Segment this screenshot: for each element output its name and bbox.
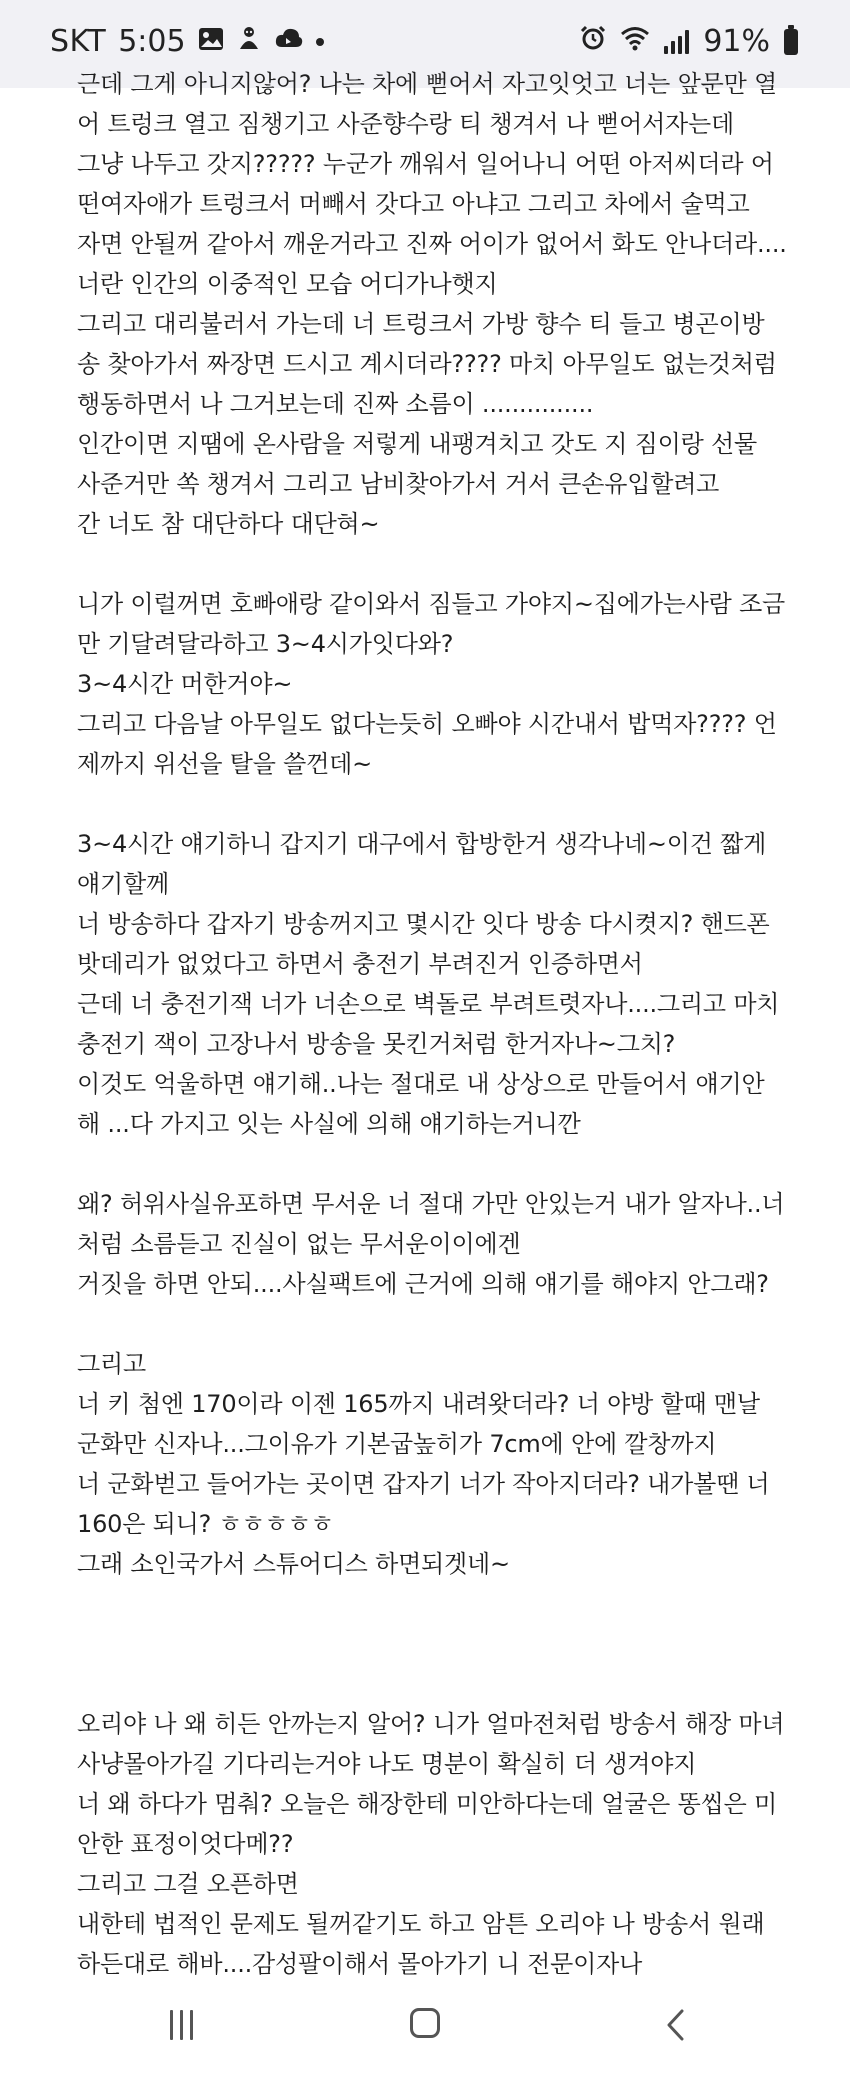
carrier-label: SKT xyxy=(50,24,107,59)
clock-label: 5:05 xyxy=(118,24,186,59)
post-text-line: 너 왜 하다가 멈춰? 오늘은 해장한테 미안하다는데 얼굴은 똥씹은 미 xyxy=(77,1790,777,1818)
post-text-line: 하든대로 해바....감성팔이해서 몰아가기 니 전문이자나 xyxy=(77,1950,643,1978)
post-text-line: 근데 너 충전기잭 너가 너손으로 벽돌로 부려트렷자나....그리고 마치 xyxy=(77,990,780,1018)
blank-line xyxy=(77,1144,797,1184)
post-text-line: 그리고 그걸 오픈하면 xyxy=(77,1870,299,1898)
post-text-line: 만 기달려달라하고 3~4시가잇다와? xyxy=(77,630,454,658)
post-text-line: 너 군화벋고 들어가는 곳이면 갑자기 너가 작아지더라? 내가볼땐 너 xyxy=(77,1470,770,1498)
signal-icon xyxy=(664,30,689,54)
post-text-line: 송 찾아가서 짜장면 드시고 계시더라???? 마치 아무일도 없는것처럼 xyxy=(77,350,777,378)
blank-line xyxy=(77,1584,797,1624)
post-text-line: 처럼 소름듣고 진실이 없는 무서운이이에겐 xyxy=(77,1230,521,1258)
post-text-line: 군화만 신자나...그이유가 기본굽높히가 7cm에 안에 깔창까지 xyxy=(77,1430,717,1458)
image-icon xyxy=(198,24,224,59)
post-text-line: 왜? 허위사실유포하면 무서운 너 절대 가만 안있는거 내가 알자나..너 xyxy=(77,1190,785,1218)
post-text-line: 사준거만 쏙 챙겨서 그리고 남비찾아가서 거서 큰손유입할려고 xyxy=(77,470,720,498)
navigation-bar xyxy=(0,1980,850,2078)
post-text-line: 얘기할께 xyxy=(77,870,169,898)
post-text-line: 3~4시간 얘기하니 갑지기 대구에서 합방한거 생각나네~이건 짧게 xyxy=(77,830,767,858)
post-body xyxy=(77,64,797,1984)
post-text-line: 너란 인간의 이중적인 모습 어디가나햇지 xyxy=(77,270,498,298)
blank-line xyxy=(77,544,797,584)
post-text-line: 자면 안될꺼 같아서 깨운거라고 진짜 어이가 없어서 화도 안나더라.... xyxy=(77,230,787,258)
cloud-icon xyxy=(274,24,304,59)
post-text-line: 니가 이럴꺼면 호빠애랑 같이와서 짐들고 가야지~집에가는사람 조금 xyxy=(77,590,786,618)
post-text-line: 내한테 법적인 문제도 될꺼같기도 하고 암튼 오리야 나 방송서 원래 xyxy=(77,1910,765,1938)
home-button[interactable] xyxy=(410,2008,440,2038)
post-text-line: 거짓을 하면 안되....사실팩트에 근거에 의해 얘기를 해야지 안그래? xyxy=(77,1270,769,1298)
recent-apps-icon xyxy=(170,2010,173,2040)
post-text-line: 그냥 나두고 갓지????? 누군가 깨워서 일어나니 어떤 아저씨더라 어 xyxy=(77,150,774,178)
post-text-line: 사냥몰아가길 기다리는거야 나도 명분이 확실히 더 생겨야지 xyxy=(77,1750,697,1778)
post-text-line: 160은 되니? ㅎㅎㅎㅎㅎ xyxy=(77,1510,334,1538)
post-text-line: 이것도 억울하면 얘기해..나는 절대로 내 상상으로 만들어서 얘기안 xyxy=(77,1070,765,1098)
post-text-line: 제까지 위선을 탈을 쓸껀데~ xyxy=(77,750,373,778)
status-left xyxy=(50,24,324,59)
post-text-line: 오리야 나 왜 히든 안까는지 알어? 니가 얼마전처럼 방송서 해장 마녀 xyxy=(77,1710,785,1738)
back-button[interactable] xyxy=(660,2008,694,2042)
post-text-line: 밧데리가 없었다고 하면서 충전기 부려진거 인증하면서 xyxy=(77,950,643,978)
post-text-line: 근데 그게 아니지않어? 나는 차에 뻗어서 자고잇엇고 너는 앞문만 열 xyxy=(77,70,777,98)
recent-apps-button[interactable] xyxy=(170,2010,193,2040)
post-text-line: 그리고 xyxy=(77,1350,146,1378)
post-text-line: 인간이면 지땜에 온사람을 저렇게 내팽겨치고 갓도 지 짐이랑 선물 xyxy=(77,430,757,458)
post-text-line: 충전기 잭이 고장나서 방송을 못킨거처럼 한거자나~그치? xyxy=(77,1030,676,1058)
post-text-line: 안한 표정이엇다메?? xyxy=(77,1830,294,1858)
post-text-line: 그리고 대리불러서 가는데 너 트렁크서 가방 향수 티 들고 병곤이방 xyxy=(77,310,765,338)
blank-line xyxy=(77,1664,797,1704)
post-text-line: 너 방송하다 갑자기 방송꺼지고 몇시간 잇다 방송 다시켯지? 핸드폰 xyxy=(77,910,770,938)
post-text-line: 행동하면서 나 그거보는데 진짜 소름이 ............... xyxy=(77,390,594,418)
post-text-line: 그리고 다음날 아무일도 없다는듯히 오빠야 시간내서 밥먹자???? 언 xyxy=(77,710,777,738)
blank-line xyxy=(77,784,797,824)
status-right xyxy=(580,24,798,59)
post-text-line: 간 너도 참 대단하다 대단혀~ xyxy=(77,510,380,538)
post-text-line: 그래 소인국가서 스튜어디스 하면되겟네~ xyxy=(77,1550,510,1578)
post-text-line: 너 키 첨엔 170이라 이젠 165까지 내려왓더라? 너 야방 할때 맨날 xyxy=(77,1390,760,1418)
back-icon xyxy=(660,2008,694,2042)
recent-apps-icon xyxy=(180,2010,183,2040)
robot-icon xyxy=(236,24,262,59)
battery-percent: 91% xyxy=(703,24,770,59)
dot-icon xyxy=(316,38,324,46)
wifi-icon xyxy=(620,24,650,59)
blank-line xyxy=(77,1304,797,1344)
post-text-line: 해 ...다 가지고 잇는 사실에 의해 얘기하는거니깐 xyxy=(77,1110,581,1138)
battery-icon xyxy=(784,29,798,55)
alarm-icon xyxy=(580,24,606,59)
post-text-line: 3~4시간 머한거야~ xyxy=(77,670,293,698)
post-text-line: 어 트렁크 열고 짐챙기고 사준향수랑 티 챙겨서 나 뻗어서자는데 xyxy=(77,110,735,138)
blank-line xyxy=(77,1624,797,1664)
post-text-line: 떤여자애가 트렁크서 머빼서 갓다고 아냐고 그리고 차에서 술먹고 xyxy=(77,190,750,218)
recent-apps-icon xyxy=(190,2010,193,2040)
